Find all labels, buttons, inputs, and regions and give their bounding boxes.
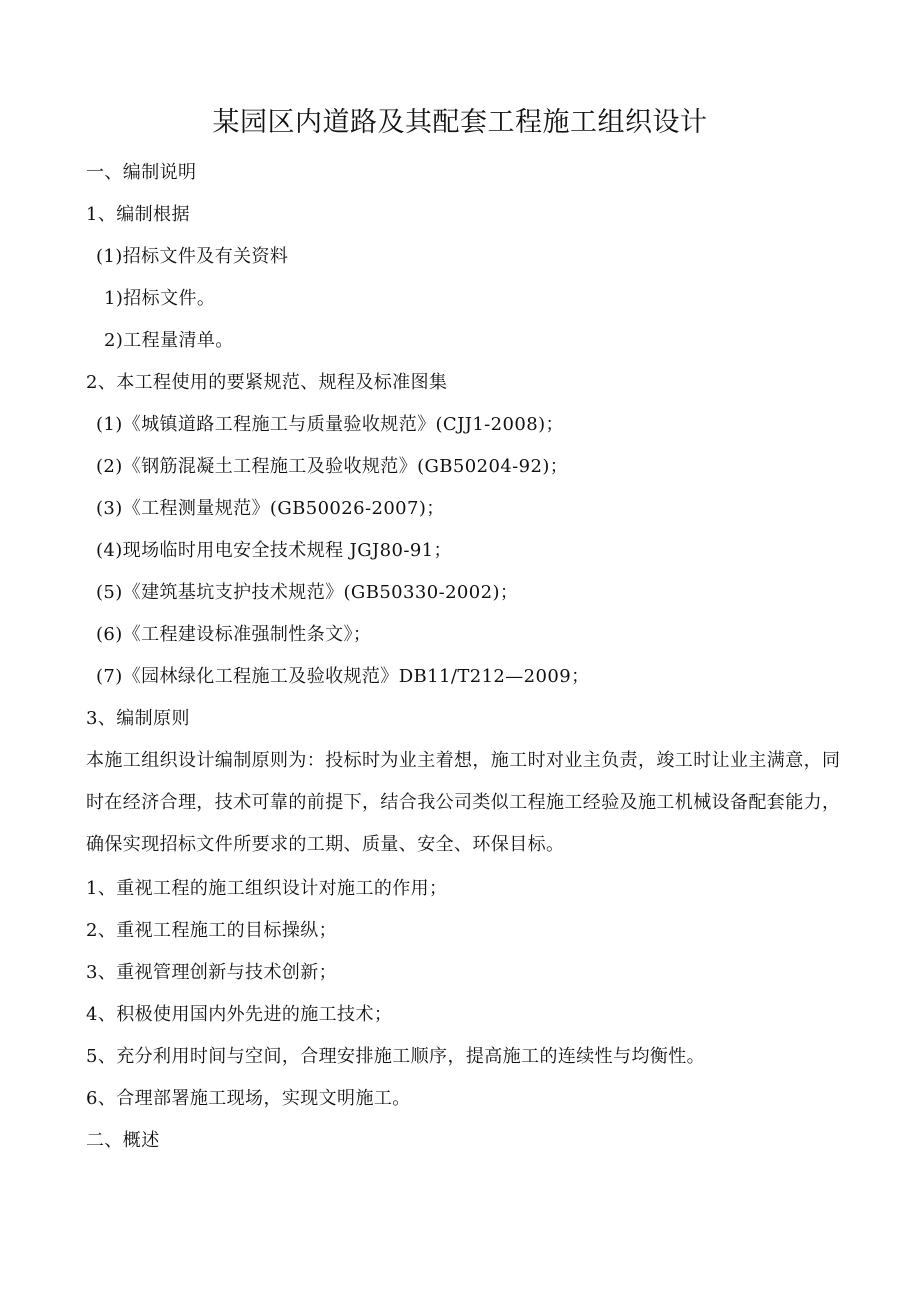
principle-item-1: 1、重视工程的施工组织设计对施工的作用； (86, 878, 448, 899)
document-title: 某园区内道路及其配套工程施工组织设计 (212, 107, 708, 138)
subitem-bidding-file: 1)招标文件。 (104, 288, 216, 309)
principle-item-3: 3、重视管理创新与技术创新； (86, 962, 338, 983)
heading-compilation-principles: 3、编制原则 (86, 708, 190, 729)
standard-item-1: (1)《城镇道路工程施工与质量验收规范》(CJJ1-2008)； (96, 414, 564, 435)
standard-item-2: (2)《钢筋混凝土工程施工及验收规范》(GB50204-92)； (96, 456, 569, 477)
heading-standards: 2、本工程使用的要紧规范、规程及标准图集 (86, 372, 448, 393)
principles-paragraph: 本施工组织设计编制原则为：投标时为业主着想，施工时对业主负责，竣工时让业主满意，同时在经济合理，技术可靠的前提下，结合我公司类似工程施工经验及施工机械设备配套能力，确保实现招标文件所要求的工期、质量、安全、环保目标。 (86, 750, 841, 855)
standard-item-3: (3)《工程测量规范》(GB50026-2007)； (96, 498, 445, 519)
subitem-quantity-list: 2)工程量清单。 (104, 330, 234, 351)
principle-item-6: 6、合理部署施工现场，实现文明施工。 (86, 1088, 411, 1109)
item-bidding-docs: (1)招标文件及有关资料 (96, 246, 289, 267)
standard-item-4: (4)现场临时用电安全技术规程 JGJ80-91； (96, 540, 452, 561)
principle-item-5: 5、充分利用时间与空间，合理安排施工顺序，提高施工的连续性与均衡性。 (86, 1046, 706, 1067)
heading-overview: 二、概述 (86, 1130, 160, 1151)
standard-item-7: (7)《园林绿化工程施工及验收规范》DB11/T212—2009； (96, 666, 590, 687)
standard-item-5: (5)《建筑基坑支护技术规范》(GB50330-2002)； (96, 582, 519, 603)
standard-item-6: (6)《工程建设标准强制性条文》； (96, 624, 372, 645)
heading-compilation-basis: 1、编制根据 (86, 204, 190, 225)
heading-compilation-notes: 一、编制说明 (86, 162, 197, 183)
principle-item-2: 2、重视工程施工的目标操纵； (86, 920, 338, 941)
principle-item-4: 4、积极使用国内外先进的施工技术； (86, 1004, 393, 1025)
